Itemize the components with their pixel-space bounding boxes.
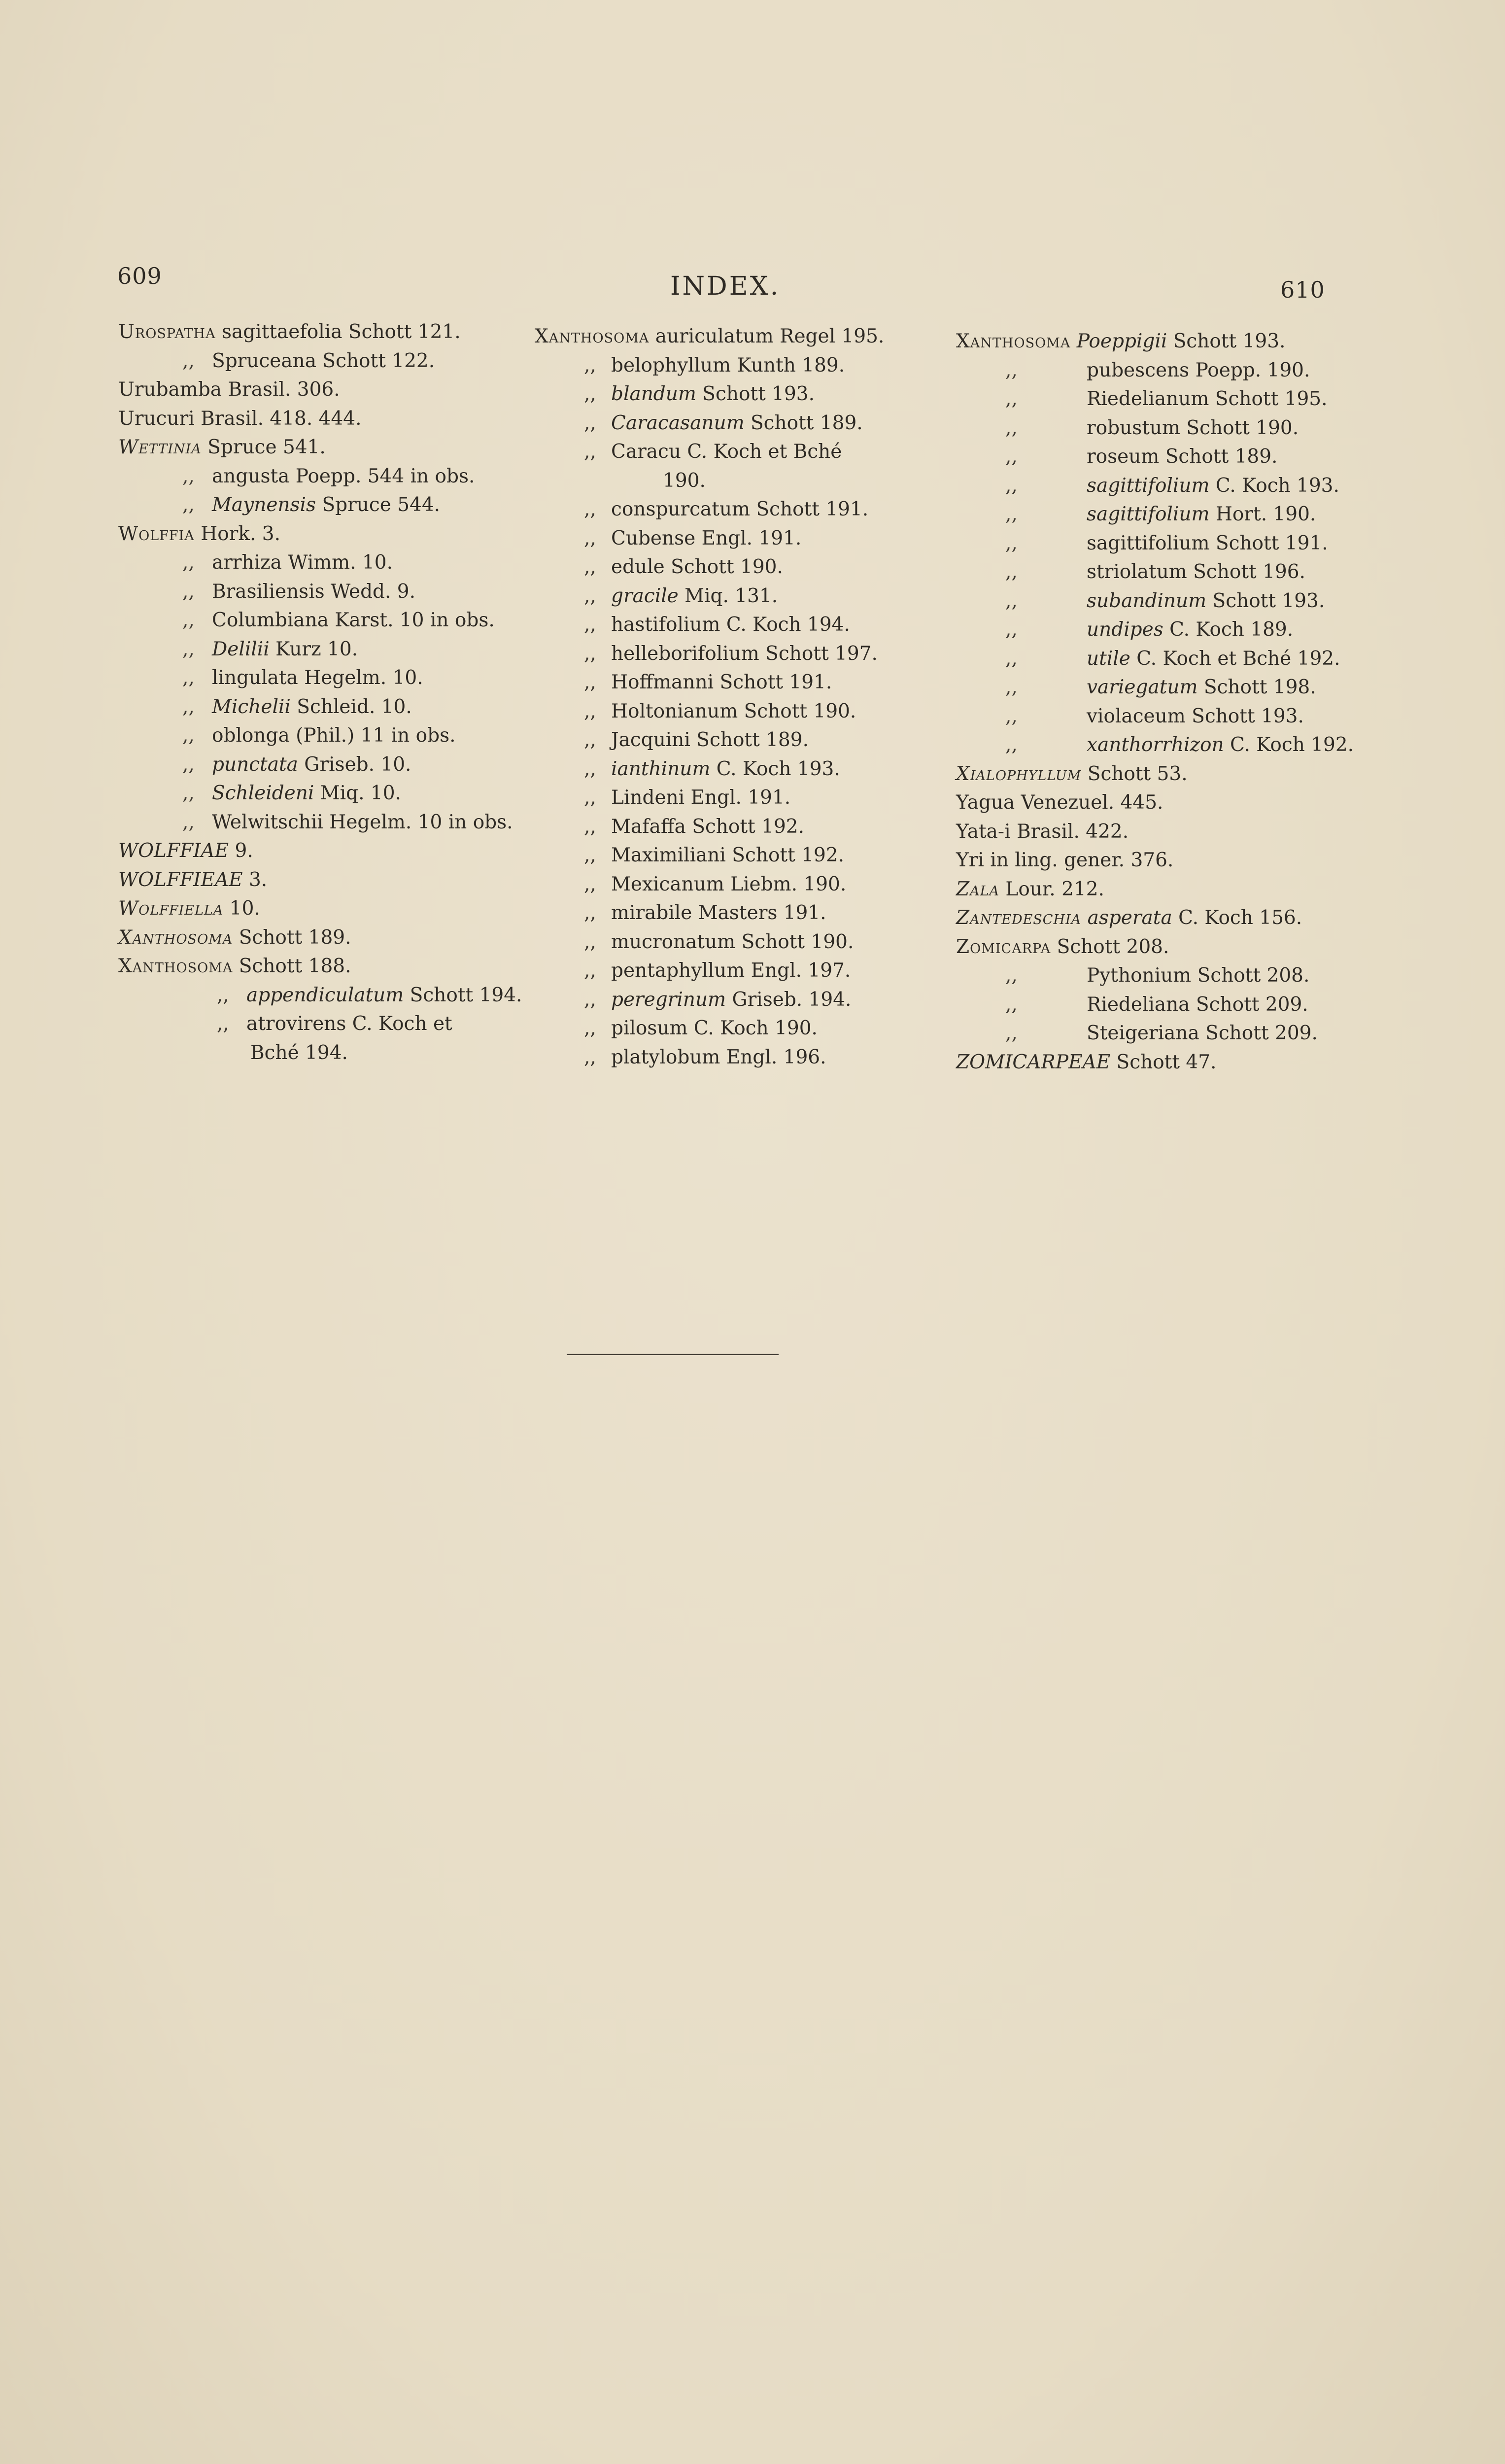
ditto-mark: ,, [584, 1046, 596, 1068]
italic-name: punctata [212, 753, 298, 776]
page-title: INDEX. [670, 272, 781, 301]
entry-text: arrhiza Wimm. 10. [212, 551, 393, 574]
ditto-mark: ,, [182, 695, 195, 718]
entry-text: Caracu C. Koch et Bché [611, 441, 842, 463]
index-entry [118, 1010, 547, 1039]
entry-text: Hoffmanni Schott 191. [611, 671, 832, 693]
index-entry [118, 952, 547, 981]
entry-text: Mafaffa Schott 192. [611, 815, 804, 838]
entry-text: Griseb. 10. [298, 753, 411, 776]
italic-name: utile [1087, 647, 1130, 670]
index-entry [535, 986, 963, 1015]
ditto-mark: ,, [584, 1017, 596, 1039]
italic-name: sagittifolium [1087, 503, 1210, 525]
index-entry [956, 616, 1385, 645]
entry-text: 9. [229, 840, 253, 862]
entry-text: Spruce 541. [201, 436, 326, 458]
entry-text: sagittaefolia Schott 121. [215, 321, 461, 343]
index-entry [118, 606, 547, 635]
index-entry [535, 1014, 963, 1043]
index-entry [118, 924, 547, 953]
ditto-mark: ,, [1005, 416, 1018, 439]
entry-text: Jacquini Schott 189. [611, 729, 809, 751]
page-number-right: 610 [1280, 276, 1325, 303]
entry-text: Yri in ling. gener. 376. [956, 849, 1174, 871]
index-entry [535, 322, 963, 351]
entry-text: Riedelianum Schott 195. [1087, 388, 1328, 410]
ditto-mark: ,, [182, 724, 195, 747]
entry-text [1070, 330, 1076, 352]
entry-text: conspurcatum Schott 191. [611, 498, 869, 520]
genus-name: Xanthosoma [535, 325, 650, 347]
index-entry [118, 721, 547, 751]
ditto-mark: ,, [182, 811, 195, 833]
ditto-mark: ,, [1005, 964, 1018, 987]
ditto-mark: ,, [1005, 561, 1018, 583]
entry-text: belophyllum Kunth 189. [611, 354, 845, 376]
entry-text: Schott 208. [1051, 935, 1169, 958]
entry-text: Miq. 10. [314, 782, 401, 804]
entry-text: Lindeni Engl. 191. [611, 787, 791, 809]
index-entry [118, 664, 547, 693]
index-entry [118, 405, 547, 434]
ditto-mark: ,, [584, 959, 596, 982]
entry-text: auriculatum Regel 195. [649, 325, 885, 347]
ditto-mark: ,, [1005, 445, 1018, 468]
index-entry [118, 894, 547, 924]
entry-text: lingulata Hegelm. 10. [212, 667, 423, 689]
index-entry [535, 668, 963, 697]
entry-text: sagittifolium Schott 191. [1087, 532, 1328, 554]
index-entry [535, 582, 963, 611]
entry-text: Welwitschii Hegelm. 10 in obs. [212, 811, 513, 833]
entry-text: Schott 198. [1197, 676, 1316, 698]
italic-name: appendiculatum [246, 984, 404, 1006]
index-entry [535, 524, 963, 553]
index-entry [535, 755, 963, 784]
ditto-mark: ,, [584, 844, 596, 866]
italic-name: Schleideni [212, 782, 314, 804]
index-entry [535, 351, 963, 380]
entry-text: helleborifolium Schott 197. [611, 642, 878, 665]
italic-name: undipes [1087, 618, 1163, 641]
entry-text: Spruce 544. [316, 494, 441, 516]
entry-text: C. Koch 189. [1163, 618, 1294, 641]
ditto-mark: ,, [584, 930, 596, 953]
entry-text: Griseb. 194. [726, 988, 852, 1011]
index-entry [956, 587, 1385, 616]
genus-name: Wettinia [118, 436, 202, 458]
ditto-mark: ,, [584, 614, 596, 636]
ditto-mark: ,, [584, 671, 596, 693]
index-entry [956, 1048, 1385, 1077]
ditto-mark: ,, [584, 527, 596, 549]
entry-text: Schott 188. [233, 955, 351, 977]
index-entry [956, 356, 1385, 385]
entry-text: Schott 193. [1167, 330, 1286, 352]
index-entry [118, 981, 547, 1010]
index-entry [535, 870, 963, 899]
italic-name: Michelii [212, 695, 291, 718]
ditto-mark: ,, [584, 700, 596, 722]
index-entry [118, 520, 547, 549]
entry-text: Steigeriana Schott 209. [1087, 1022, 1318, 1044]
index-entry [535, 1043, 963, 1072]
italic-name: asperata [1087, 907, 1172, 929]
entry-text: Pythonium Schott 208. [1087, 964, 1310, 987]
entry-text: atrovirens C. Koch et [246, 1013, 452, 1035]
ditto-mark: ,, [1005, 993, 1018, 1016]
entry-text: C. Koch 193. [710, 757, 840, 780]
entry-text: mucronatum Schott 190. [611, 930, 854, 953]
index-entry [956, 991, 1385, 1020]
ditto-mark: ,, [584, 584, 596, 607]
entry-text: striolatum Schott 196. [1087, 561, 1305, 583]
ditto-mark: ,, [584, 441, 596, 463]
genus-name: Zantedeschia [956, 907, 1082, 929]
ditto-mark: ,, [1005, 532, 1018, 554]
ditto-mark: ,, [584, 556, 596, 578]
ditto-mark: ,, [1005, 676, 1018, 698]
index-entry [118, 635, 547, 664]
genus-name: Wolffiella [118, 897, 224, 920]
index-entry [118, 578, 547, 607]
entry-text: Yagua Venezuel. 445. [956, 791, 1163, 814]
index-entry [118, 462, 547, 491]
index-entry [535, 841, 963, 870]
ditto-mark: ,, [1005, 589, 1018, 612]
entry-text: Brasiliensis Wedd. 9. [212, 580, 416, 603]
index-entry [535, 928, 963, 957]
italic-name: blandum [611, 383, 696, 405]
index-entry [535, 553, 963, 582]
italic-name: ianthinum [611, 757, 711, 780]
entry-text: hastifolium C. Koch 194. [611, 614, 850, 636]
entry-text: pubescens Poepp. 190. [1087, 359, 1310, 381]
italic-name: Caracasanum [611, 411, 745, 434]
ditto-mark: ,, [584, 729, 596, 751]
index-entry [956, 904, 1385, 933]
entry-text: Schott 194. [404, 984, 522, 1006]
genus-name: Urospatha [118, 321, 216, 343]
italic-name: Maynensis [212, 494, 316, 516]
entry-text: Schott 193. [696, 383, 815, 405]
entry-text: C. Koch 193. [1209, 474, 1339, 497]
index-entry [535, 726, 963, 755]
ditto-mark: ,, [584, 757, 596, 780]
genus-name: Zomicarpa [956, 935, 1051, 958]
italic-name: peregrinum [611, 988, 726, 1011]
entry-text: Schott 53. [1081, 762, 1188, 785]
entry-text: Schott 189. [744, 411, 863, 434]
index-entry [956, 673, 1385, 702]
entry-text: angusta Poepp. 544 in obs. [212, 465, 475, 487]
ditto-mark: ,, [182, 753, 195, 776]
index-column-3 [956, 327, 1385, 1077]
entry-text: roseum Schott 189. [1087, 445, 1278, 468]
index-entry [956, 472, 1385, 501]
index-entry [956, 558, 1385, 587]
index-column-2 [535, 322, 963, 1072]
ditto-mark: ,, [1005, 618, 1018, 641]
entry-text: Columbiana Karst. 10 in obs. [212, 609, 495, 631]
index-entry [118, 376, 547, 405]
genus-name: Wolffia [118, 522, 195, 545]
index-entry [118, 808, 547, 837]
index-entry [535, 899, 963, 928]
entry-text: Schott 193. [1206, 589, 1325, 612]
entry-text: oblonga (Phil.) 11 in obs. [212, 724, 456, 747]
entry-text: Holtonianum Schott 190. [611, 700, 856, 722]
index-entry [956, 933, 1385, 962]
index-entry [118, 837, 547, 866]
entry-text: pilosum C. Koch 190. [611, 1017, 818, 1039]
ditto-mark: ,, [1005, 503, 1018, 525]
index-entry [956, 846, 1385, 875]
entry-text: mirabile Masters 191. [611, 902, 826, 924]
index-entry [535, 640, 963, 669]
entry-text: 3. [242, 868, 268, 891]
ditto-mark: ,, [1005, 388, 1018, 410]
entry-text: Riedeliana Schott 209. [1087, 993, 1308, 1016]
index-entry [118, 693, 547, 722]
index-entry [118, 433, 547, 462]
ditto-mark: ,, [1005, 647, 1018, 670]
ditto-mark: ,, [182, 580, 195, 603]
italic-name: subandinum [1087, 589, 1207, 612]
entry-text: Urucuri Brasil. 418. 444. [118, 407, 362, 430]
italic-name: xanthorrhizon [1087, 734, 1224, 756]
genus-name: Xanthosoma [118, 955, 233, 977]
index-entry [535, 409, 963, 438]
entry-text [1081, 907, 1087, 929]
ditto-mark: ,, [584, 787, 596, 809]
ditto-mark: ,, [1005, 1022, 1018, 1044]
end-rule [567, 1354, 779, 1355]
entry-text: Miq. 131. [678, 584, 778, 607]
ditto-mark: ,, [584, 498, 596, 520]
ditto-mark: ,, [1005, 734, 1018, 756]
entry-text: violaceum Schott 193. [1087, 705, 1304, 727]
ditto-mark: ,, [182, 667, 195, 689]
entry-text: C. Koch 192. [1224, 734, 1354, 756]
index-entry [535, 380, 963, 409]
italic-name: Delilii [212, 638, 270, 660]
entry-text: Hork. 3. [194, 522, 280, 545]
entry-text: Hort. 190. [1209, 503, 1316, 525]
index-entry [956, 414, 1385, 443]
italic-name: sagittifolium [1087, 474, 1210, 497]
entry-text: Spruceana Schott 122. [212, 349, 435, 372]
index-column-1 [118, 318, 547, 1067]
genus-name: Zala [956, 878, 1000, 900]
entry-text: edule Schott 190. [611, 556, 783, 578]
index-entry [118, 866, 547, 895]
italic-name: Poeppigii [1076, 330, 1167, 352]
index-entry [956, 875, 1385, 904]
index-entry [956, 327, 1385, 356]
page-number-left: 609 [117, 263, 162, 289]
ditto-mark: ,, [182, 782, 195, 804]
genus-name: Xialophyllum [956, 762, 1082, 785]
ditto-mark: ,, [584, 873, 596, 895]
entry-text: Bché 194. [250, 1041, 348, 1064]
index-entry [118, 347, 547, 376]
entry-text: C. Koch 156. [1172, 907, 1302, 929]
index-entry [956, 645, 1385, 674]
ditto-mark: ,, [182, 609, 195, 631]
ditto-mark: ,, [1005, 359, 1018, 381]
ditto-mark: ,, [182, 638, 195, 660]
index-entry [535, 467, 963, 496]
index-entry [118, 318, 547, 347]
entry-text: Cubense Engl. 191. [611, 527, 802, 549]
index-entry [535, 438, 963, 467]
ditto-mark: ,, [182, 349, 195, 372]
entry-text: Schott 47. [1110, 1051, 1217, 1073]
entry-text: Schleid. 10. [290, 695, 412, 718]
genus-name: Xanthosoma [956, 330, 1071, 352]
entry-text: robustum Schott 190. [1087, 416, 1299, 439]
index-entry [118, 491, 547, 520]
ditto-mark: ,, [182, 465, 195, 487]
ditto-mark: ,, [584, 411, 596, 434]
italic-name: gracile [611, 584, 679, 607]
index-entry [535, 813, 963, 842]
ditto-mark: ,, [584, 815, 596, 838]
index-entry [535, 697, 963, 726]
italic-name: variegatum [1087, 676, 1198, 698]
entry-text: 10. [223, 897, 260, 920]
entry-text: Kurz 10. [269, 638, 358, 660]
index-entry [535, 611, 963, 640]
entry-text: pentaphyllum Engl. 197. [611, 959, 851, 982]
entry-text: Schott 189. [233, 926, 351, 949]
index-entry [956, 529, 1385, 558]
ditto-mark: ,, [217, 1013, 229, 1035]
index-entry [956, 961, 1385, 991]
entry-text: C. Koch et Bché 192. [1130, 647, 1340, 670]
italic-name: WOLFFIEAE [118, 868, 243, 891]
ditto-mark: ,, [1005, 705, 1018, 727]
index-entry [956, 702, 1385, 731]
index-entry [956, 1019, 1385, 1048]
index-entry [956, 385, 1385, 414]
index-entry [118, 548, 547, 578]
genus-name: Xanthosoma [118, 926, 233, 949]
index-entry [956, 760, 1385, 789]
index-entry [956, 788, 1385, 818]
ditto-mark: ,, [182, 494, 195, 516]
index-entry [956, 818, 1385, 847]
index-entry [956, 443, 1385, 472]
index-entry [535, 784, 963, 813]
entry-text: Mexicanum Liebm. 190. [611, 873, 847, 895]
entry-text: platylobum Engl. 196. [611, 1046, 826, 1068]
index-entry [118, 751, 547, 780]
ditto-mark: ,, [584, 383, 596, 405]
index-entry [956, 731, 1385, 760]
italic-name: WOLFFIAE [118, 840, 229, 862]
entry-text: Lour. 212. [999, 878, 1104, 900]
ditto-mark: ,, [217, 984, 229, 1006]
ditto-mark: ,, [182, 551, 195, 574]
italic-name: ZOMICARPEAE [956, 1051, 1111, 1073]
entry-text: Yata-i Brasil. 422. [956, 820, 1129, 843]
index-entry [535, 957, 963, 986]
ditto-mark: ,, [584, 642, 596, 665]
index-entry [118, 1039, 547, 1068]
entry-text: Urubamba Brasil. 306. [118, 378, 340, 401]
entry-text: 190. [663, 469, 706, 492]
ditto-mark: ,, [584, 354, 596, 376]
ditto-mark: ,, [584, 902, 596, 924]
index-entry [956, 500, 1385, 529]
index-entry [118, 779, 547, 808]
index-entry [535, 495, 963, 524]
ditto-mark: ,, [584, 988, 596, 1011]
entry-text: Maximiliani Schott 192. [611, 844, 845, 866]
ditto-mark: ,, [1005, 474, 1018, 497]
